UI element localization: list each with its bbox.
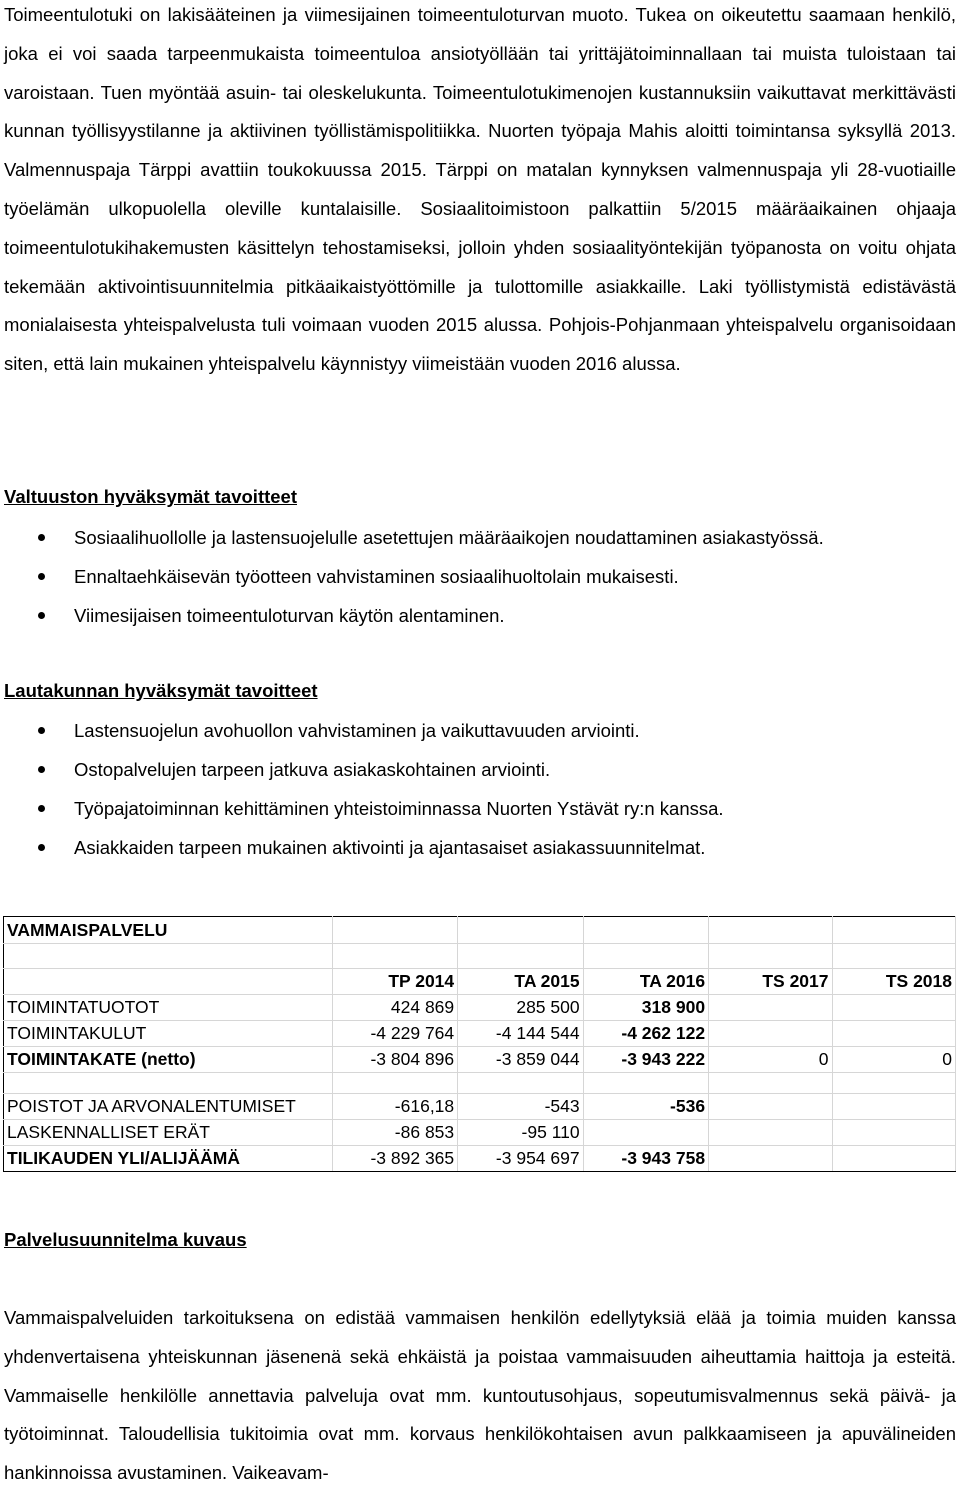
table-cell: -3 943 222 [583,1047,708,1073]
list-item: Ostopalvelujen tarpeen jatkuva asiakaskohtainen arviointi. [0,750,960,789]
table-spacer-row [4,1073,956,1094]
table-cell: 424 869 [332,995,457,1021]
table-row [4,995,956,1021]
column-header: TA 2015 [458,969,583,995]
bullet-icon [38,727,45,734]
lautakunta-list [0,711,960,867]
column-header: TS 2017 [709,969,832,995]
table-cell [709,1021,832,1047]
bullet-icon [38,534,45,541]
table-cell: 0 [832,1047,956,1073]
table-cell [709,995,832,1021]
table-cell: 318 900 [583,995,708,1021]
table-cell: -4 262 122 [583,1021,708,1047]
bullet-icon [38,805,45,812]
row-label: TOIMINTATUOTOT [4,995,333,1021]
row-label: TOIMINTAKULUT [4,1021,333,1047]
lautakunta-heading: Lautakunnan hyväksymät tavoitteet [4,680,318,701]
table-cell [832,995,956,1021]
list-item: Työpajatoiminnan kehittäminen yhteistoiminnassa Nuorten Ystävät ry:n kanssa. [0,789,960,828]
table-cell [583,1120,708,1146]
list-item: Asiakkaiden tarpeen mukainen aktivointi ja ajantasaiset asiakassuunnitelmat. [0,828,960,867]
intro-paragraph: Toimeentulotuki on lakisääteinen ja viimesijainen toimeentuloturvan muoto. Tukea on oikeutettu saamaan henkilö, joka ei voi saada tarpeenmukaista toimeentuloa ansiotyöllään tai yrittäjätoiminnallaan tai muista tuloistaan tai varoistaan. Tuen myöntää asuin- tai oleskelukunta. Toimeentulotukimenojen kustannuksiin vaikuttavat merkittävästi kunnan työllisyystilanne ja aktiivinen työllistämispolitiikka. Nuorten työpaja Mahis aloitti toimintansa syksyllä 2013. Valmennuspaja Tärppi avattiin toukokuussa 2015. Tärppi on matalan kynnyksen valmennuspaja yli 28-vuotiaille työelämän ulkopuolella oleville kuntalaisille. Sosiaalitoimistoon palkattiin 5/2015 määräaikainen ohjaaja toimeentulotukihakemusten käsittelyn tehostamiseksi, jolloin yhden sosiaalityöntekijän työpanosta on voitu ohjata tekemään aktivointisuunnitelmia pitkäaikaistyöttömille ja tulottomille asiakkaille. Laki työllistymistä edistävästä monialaisesta yhteispalvelusta tuli voimaan vuoden 2015 alussa. Pohjois-Pohjanmaan yhteispalvelu organisoidaan siten, että lain mukainen yhteispalvelu käynnistyy viimeistään vuoden 2016 alussa. [4,4,956,375]
table-cell [832,1120,956,1146]
table-cell: -3 859 044 [458,1047,583,1073]
table-header-row [4,969,956,995]
table-cell [832,1146,956,1172]
list-item: Viimesijaisen toimeentuloturvan käytön alentaminen. [0,596,960,635]
row-label: LASKENNALLISET ERÄT [4,1120,333,1146]
column-header: TS 2018 [832,969,956,995]
table-cell: -543 [458,1094,583,1120]
table-cell: -3 804 896 [332,1047,457,1073]
row-label: TILIKAUDEN YLI/ALIJÄÄMÄ [4,1146,333,1172]
table-blank-row [4,944,956,969]
column-header: TP 2014 [332,969,457,995]
list-item: Ennaltaehkäisevän työotteen vahvistaminen sosiaalihuoltolain mukaisesti. [0,557,960,596]
table-cell [832,1094,956,1120]
table-cell: -95 110 [458,1120,583,1146]
table-row [4,1021,956,1047]
table-row [4,1120,956,1146]
bullet-icon [38,612,45,619]
table-cell: 285 500 [458,995,583,1021]
table-cell: -536 [583,1094,708,1120]
table-cell [832,1021,956,1047]
table-row [4,1047,956,1073]
bullet-icon [38,573,45,580]
valtuusto-list [0,518,960,635]
list-item: Lastensuojelun avohuollon vahvistaminen ja vaikuttavuuden arviointi. [0,711,960,750]
table-cell: -3 954 697 [458,1146,583,1172]
financial-table [3,916,956,1172]
bullet-icon [38,766,45,773]
row-label: TOIMINTAKATE (netto) [4,1047,333,1073]
table-row [4,1146,956,1172]
table-title-row [4,917,956,944]
table-row [4,1094,956,1120]
table-cell: 0 [709,1047,832,1073]
table-cell: -4 229 764 [332,1021,457,1047]
palvelu-heading: Palvelusuunnitelma kuvaus [4,1229,247,1250]
table-cell: -3 892 365 [332,1146,457,1172]
column-header: TA 2016 [583,969,708,995]
table-cell [709,1146,832,1172]
table-cell: -3 943 758 [583,1146,708,1172]
table-cell: -4 144 544 [458,1021,583,1047]
bullet-icon [38,844,45,851]
list-item: Sosiaalihuollolle ja lastensuojelulle asetettujen määräaikojen noudattaminen asiakastyössä. [0,518,960,557]
row-label: POISTOT JA ARVONALENTUMISET [4,1094,333,1120]
table-title: VAMMAISPALVELU [4,917,333,944]
table-cell [709,1094,832,1120]
table-cell: -86 853 [332,1120,457,1146]
palvelu-paragraph: Vammaispalveluiden tarkoituksena on edistää vammaisen henkilön edellytyksiä elää ja toimia muiden kanssa yhdenvertaisena yhteiskunnan jäsenenä sekä ehkäistä ja poistaa vammaisuuden aiheuttamia haittoja ja esteitä. Vammaiselle henkilölle annettavia palveluja ovat mm. kuntoutusohjaus, sopeutumisvalmennus sekä päivä- ja työtoiminnat. Taloudellisia tukitoimia ovat mm. korvaus henkilökohtaisen avun palkkaamiseen ja apuvälineiden hankinnoissa avustaminen. Vaikeavam- [4,1307,956,1484]
valtuusto-heading: Valtuuston hyväksymät tavoitteet [4,486,298,507]
table-cell: -616,18 [332,1094,457,1120]
table-cell [709,1120,832,1146]
